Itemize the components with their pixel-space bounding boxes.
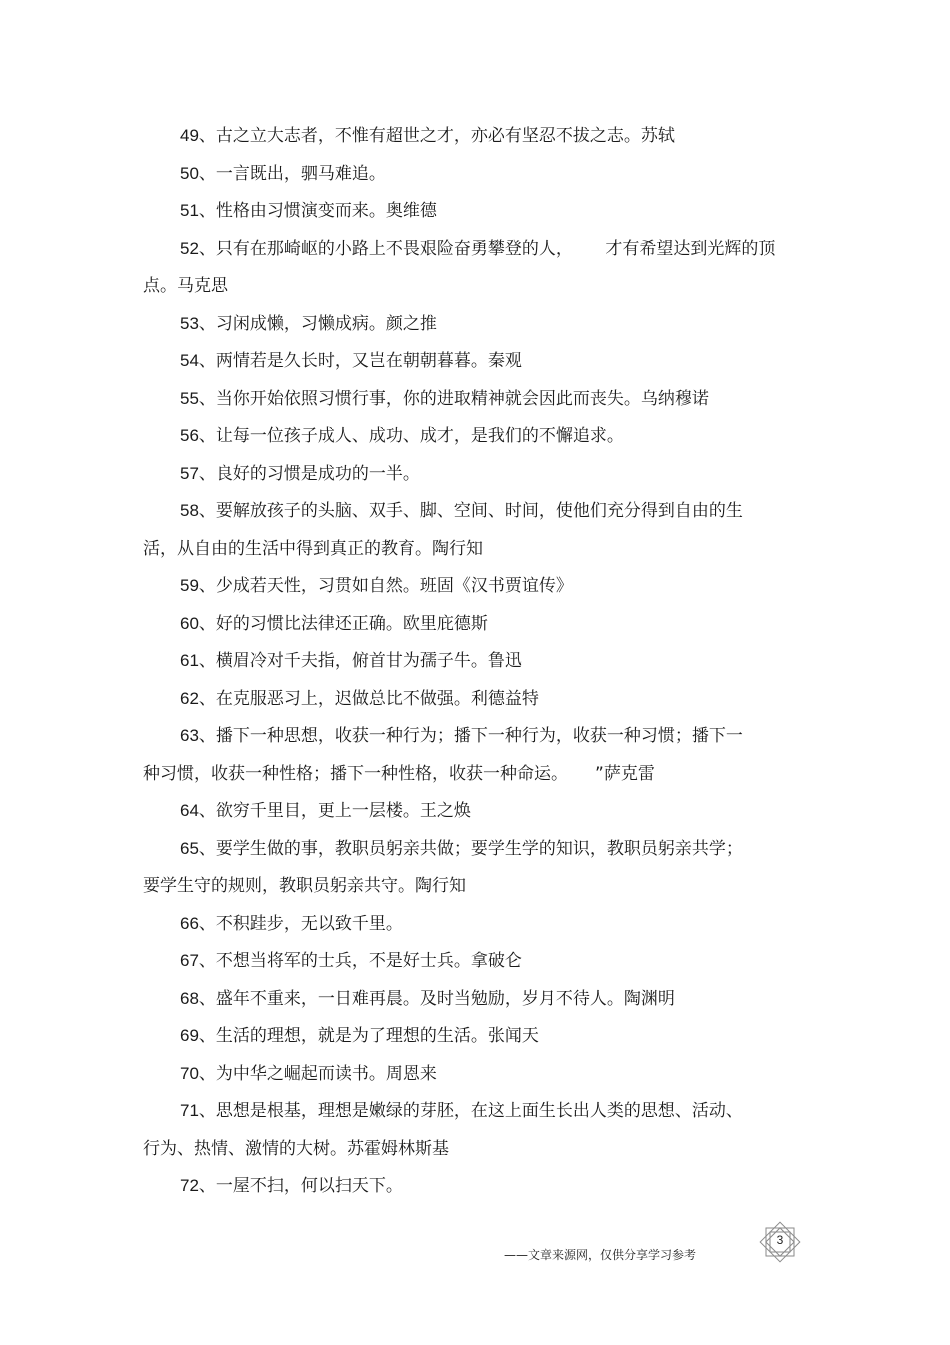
quote-text: 、盛年不重来，一日难再晨。及时当勉励，岁月不待人。陶渊明: [198, 988, 675, 1009]
quote-line: [143, 1167, 803, 1206]
quote-entry: [143, 305, 803, 344]
quote-line: [143, 905, 803, 944]
quote-entry: [143, 792, 803, 831]
quote-entry: [143, 680, 803, 719]
quote-number: 69: [180, 1026, 199, 1045]
quote-number: 59: [180, 576, 199, 595]
quote-number: 65: [180, 838, 199, 858]
quote-number: 68: [180, 988, 199, 1008]
quote-entry: [143, 567, 803, 606]
quote-number: 67: [180, 951, 199, 970]
quote-line: [143, 380, 803, 419]
quote-line: [143, 942, 803, 981]
quote-number: 58: [180, 501, 199, 520]
quote-continuation: 点。马克思: [143, 276, 228, 296]
quote-number: 51: [180, 201, 199, 220]
quote-entry: [143, 455, 803, 494]
quote-continuation: 要学生守的规则，教职员躬亲共守。陶行知: [143, 876, 466, 896]
quote-entry: [143, 380, 803, 419]
quote-entry: [143, 230, 803, 306]
quote-entry: [143, 417, 803, 456]
quote-entry: [143, 1092, 803, 1168]
quote-text: 、习闲成懒，习懒成病。颜之推: [198, 313, 437, 334]
quote-number: 71: [180, 1101, 199, 1120]
quote-text: 、古之立大志者，不惟有超世之才，亦必有坚忍不拔之志。苏轼: [198, 126, 675, 146]
quote-text: 、好的习惯比法律还正确。欧里庇德斯: [198, 613, 488, 634]
quote-text: 、性格由习惯演变而来。奥维德: [198, 201, 437, 221]
quote-number: 57: [180, 463, 199, 483]
quote-entry: [143, 117, 803, 156]
quote-text: 、思想是根基，理想是嫩绿的芽胚，在这上面生长出人类的思想、活动、: [198, 1101, 743, 1121]
quote-entry: [143, 905, 803, 944]
quote-number: 63: [180, 726, 199, 745]
quote-text: 、横眉冷对千夫指，俯首甘为孺子牛。鲁迅: [198, 651, 522, 671]
footer-source-note: ——文章来源网，仅供分享学习参考: [504, 1248, 697, 1262]
quote-line: [143, 117, 803, 156]
quote-entry: [143, 1017, 803, 1056]
quote-line: [143, 980, 803, 1019]
quote-text: 、为中华之崛起而读书。周恩来: [198, 1063, 437, 1084]
quote-text: 、在克服恶习上，迟做总比不做强。利德益特: [198, 688, 539, 709]
quote-number: 56: [180, 426, 199, 445]
quote-text: 、两情若是久长时，又岂在朝朝暮暮。秦观: [198, 351, 522, 371]
quote-line: [143, 155, 803, 194]
quote-number: 72: [180, 1176, 199, 1195]
page-number: 3: [776, 1233, 784, 1247]
quote-text: 、让每一位孩子成人、成功、成才，是我们的不懈追求。: [198, 426, 624, 446]
quote-text: 、要学生做的事，教职员躬亲共做；要学生学的知识，教职员躬亲共学；: [198, 838, 743, 859]
quote-entry: [143, 830, 803, 906]
quote-line: [143, 642, 803, 681]
quote-line: [143, 1055, 803, 1094]
quote-text: 、一屋不扫，何以扫天下。: [198, 1176, 403, 1196]
quote-text: 、欲穷千里目，更上一层楼。王之焕: [198, 801, 471, 821]
quote-entry: [143, 155, 803, 194]
quote-number: 54: [180, 351, 199, 370]
quote-text: 、少成若天性，习贯如自然。班固《汉书贾谊传》: [198, 576, 573, 596]
quote-line: [143, 342, 803, 381]
quote-text: 、播下一种思想，收获一种行为；播下一种行为，收获一种习惯；播下一: [198, 726, 743, 746]
quote-line: [143, 605, 803, 644]
quote-line: [143, 230, 803, 269]
quote-number: 52: [180, 238, 199, 258]
quote-line: [143, 1017, 803, 1056]
quote-entry: [143, 192, 803, 231]
quote-number: 70: [180, 1063, 199, 1083]
quote-entry: [143, 605, 803, 644]
quote-text: 、不积跬步，无以致千里。: [198, 913, 403, 934]
quote-entry: [143, 342, 803, 381]
quote-entry: [143, 1167, 803, 1206]
quote-number: 50: [180, 163, 199, 183]
quote-text: 、只有在那崎岖的小路上不畏艰险奋勇攀登的人， 才有希望达到光辉的顶: [198, 238, 776, 259]
quote-entry: [143, 942, 803, 981]
quote-number: 53: [180, 313, 199, 333]
quote-line: [143, 680, 803, 719]
quote-entry: [143, 642, 803, 681]
quote-text: 、当你开始依照习惯行事，你的进取精神就会因此而丧失。乌纳穆诺: [198, 388, 709, 409]
quote-line: [143, 792, 803, 831]
page-number-badge: [757, 1219, 803, 1265]
quote-number: 64: [180, 801, 199, 820]
quote-entry: [143, 492, 803, 568]
quote-entry: [143, 980, 803, 1019]
quote-line: [143, 305, 803, 344]
quote-line: [143, 417, 803, 456]
quote-continuation: 行为、热情、激情的大树。苏霍姆林斯基: [143, 1138, 449, 1159]
quote-line: [143, 567, 803, 606]
quote-text: 、良好的习惯是成功的一半。: [198, 463, 420, 484]
quote-number: 61: [180, 651, 199, 670]
quote-entry: [143, 1055, 803, 1094]
quote-entry: [143, 717, 803, 793]
quote-line: [143, 1092, 803, 1131]
quote-text: 、生活的理想，就是为了理想的生活。张闻天: [198, 1026, 539, 1046]
quote-number: 62: [180, 688, 199, 708]
quote-text: 、不想当将军的士兵，不是好士兵。拿破仑: [198, 951, 522, 971]
quote-line: [143, 455, 803, 494]
quote-number: 49: [180, 126, 199, 145]
quote-line: [143, 717, 803, 756]
quote-line: [143, 492, 803, 531]
quote-number: 60: [180, 613, 199, 633]
quote-continuation: 活，从自由的生活中得到真正的教育。陶行知: [143, 538, 483, 559]
quote-number: 66: [180, 913, 199, 933]
quote-line: [143, 830, 803, 869]
quote-text: 、要解放孩子的头脑、双手、脚、空间、时间，使他们充分得到自由的生: [198, 501, 743, 521]
quote-line: [143, 192, 803, 231]
quote-number: 55: [180, 388, 199, 408]
quote-text: 、一言既出，驷马难追。: [198, 163, 386, 184]
quote-continuation: 种习惯，收获一种性格；播下一种性格，收获一种命运。 ”萨克雷: [143, 763, 655, 784]
